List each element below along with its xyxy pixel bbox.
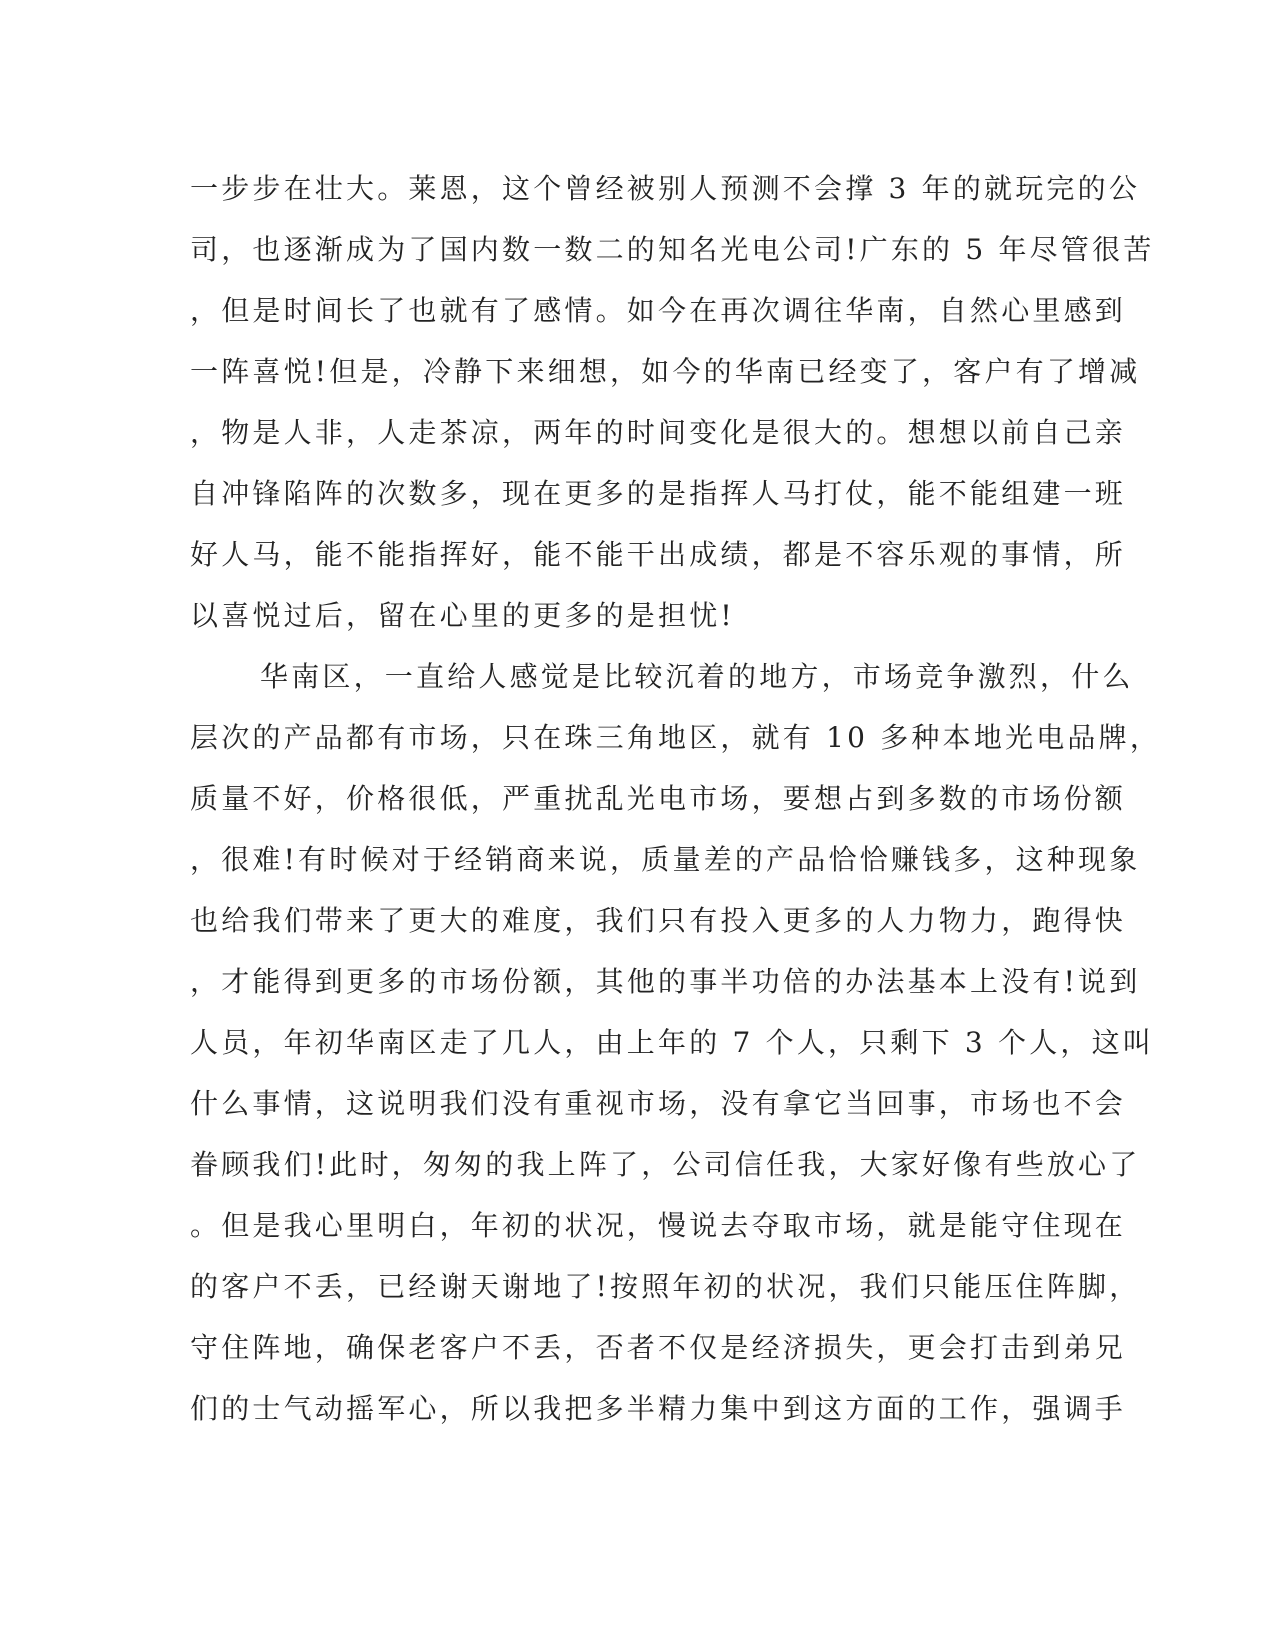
text-line: 一步步在壮大。莱恩，这个曾经被别人预测不会撑 3 年的就玩完的公 [190, 172, 1141, 205]
text-line: 一阵喜悦!但是，冷静下来细想，如今的华南已经变了，客户有了增减 [190, 355, 1141, 388]
text-line: ，才能得到更多的市场份额，其他的事半功倍的办法基本上没有!说到 [190, 965, 1141, 998]
text-line: 人员，年初华南区走了几人，由上年的 7 个人，只剩下 3 个人，这叫 [190, 1026, 1155, 1059]
text-line: 守住阵地，确保老客户不丢，否者不仅是经济损失，更会打击到弟兄 [190, 1331, 1127, 1364]
text-line: 也给我们带来了更大的难度，我们只有投入更多的人力物力，跑得快 [190, 904, 1127, 937]
text-line: 。但是我心里明白，年初的状况，慢说去夺取市场，就是能守住现在 [190, 1209, 1127, 1242]
text-line: 们的士气动摇军心，所以我把多半精力集中到这方面的工作，强调手 [190, 1392, 1127, 1425]
body-text [190, 158, 1162, 1439]
text-line: 什么事情，这说明我们没有重视市场，没有拿它当回事，市场也不会 [190, 1087, 1127, 1120]
text-line: ，很难!有时候对于经销商来说，质量差的产品恰恰赚钱多，这种现象 [190, 843, 1141, 876]
paragraph-start-line: 华南区，一直给人感觉是比较沉着的地方，市场竞争激烈，什么 [260, 660, 1134, 693]
text-line: 以喜悦过后，留在心里的更多的是担忧! [190, 599, 735, 632]
text-line: 层次的产品都有市场，只在珠三角地区，就有 10 多种本地光电品牌， [190, 721, 1162, 754]
text-line: 眷顾我们!此时，匆匆的我上阵了，公司信任我，大家好像有些放心了 [190, 1148, 1141, 1181]
text-line: ，但是时间长了也就有了感情。如今在再次调往华南，自然心里感到 [190, 294, 1127, 327]
text-line: 自冲锋陷阵的次数多，现在更多的是指挥人马打仗，能不能组建一班 [190, 477, 1127, 510]
text-line: ，物是人非，人走茶凉，两年的时间变化是很大的。想想以前自己亲 [190, 416, 1127, 449]
text-line: 好人马，能不能指挥好，能不能干出成绩，都是不容乐观的事情，所 [190, 538, 1127, 571]
text-line: 的客户不丢，已经谢天谢地了!按照年初的状况，我们只能压住阵脚， [190, 1270, 1141, 1303]
text-line: 质量不好，价格很低，严重扰乱光电市场，要想占到多数的市场份额 [190, 782, 1127, 815]
text-line: 司，也逐渐成为了国内数一数二的知名光电公司!广东的 5 年尽管很苦 [190, 233, 1155, 266]
